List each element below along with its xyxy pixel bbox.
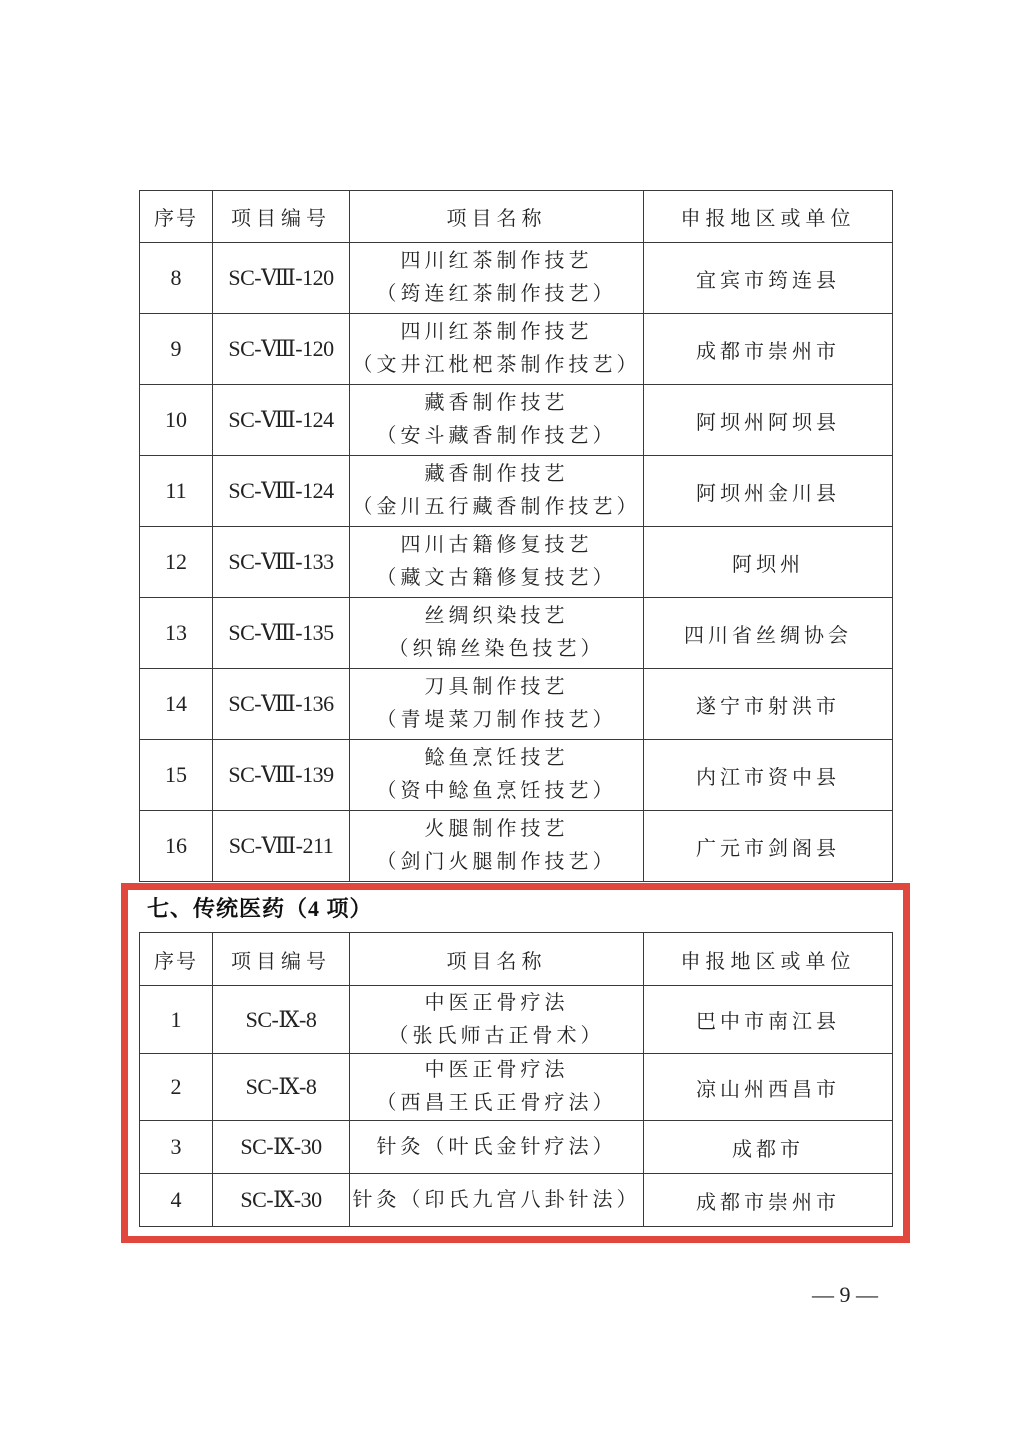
table-row xyxy=(140,1054,893,1121)
table-row xyxy=(140,986,893,1054)
name-sub: （金川五行藏香制作技艺） xyxy=(352,496,641,518)
header-region: 申报地区或单位 xyxy=(644,191,893,243)
name-sub: （张氏师古正骨术） xyxy=(388,1024,605,1047)
header-name: 项目名称 xyxy=(350,191,644,243)
table-row xyxy=(140,740,893,811)
table-row xyxy=(140,385,893,456)
name-sub: （青堤菜刀制作技艺） xyxy=(376,709,617,731)
region-cell: 阿坝州 xyxy=(644,527,893,598)
code-cell: SC-Ⅷ-120 xyxy=(213,314,350,385)
name-main: 四川古籍修复技艺 xyxy=(400,534,593,556)
table-row xyxy=(140,1174,893,1227)
name-main: 刀具制作技艺 xyxy=(424,676,569,698)
table-header-row xyxy=(140,933,893,986)
code-cell: SC-Ⅷ-133 xyxy=(213,527,350,598)
region-cell: 成都市崇州市 xyxy=(644,1174,893,1227)
serial-cell: 10 xyxy=(140,385,213,456)
name-sub: （西昌王氏正骨疗法） xyxy=(376,1092,617,1114)
name-cell xyxy=(350,385,644,456)
name-main: 针灸（印氏九宫八卦针法） xyxy=(352,1188,641,1211)
header-code: 项目编号 xyxy=(213,191,350,243)
code-cell: SC-Ⅷ-211 xyxy=(213,811,350,882)
serial-cell: 9 xyxy=(140,314,213,385)
name-sub: （安斗藏香制作技艺） xyxy=(376,425,617,447)
region-cell: 成都市 xyxy=(644,1121,893,1174)
name-main: 鲶鱼烹饪技艺 xyxy=(424,747,569,769)
name-sub: （资中鲶鱼烹饪技艺） xyxy=(376,780,617,802)
section-title: 七、传统医药（4 项） xyxy=(147,896,373,921)
region-cell: 阿坝州阿坝县 xyxy=(644,385,893,456)
name-sub: （剑门火腿制作技艺） xyxy=(376,851,617,873)
serial-cell: 2 xyxy=(140,1054,213,1121)
name-cell xyxy=(350,669,644,740)
name-cell xyxy=(350,1121,644,1174)
region-cell: 成都市崇州市 xyxy=(644,314,893,385)
serial-cell: 1 xyxy=(140,986,213,1054)
code-cell: SC-Ⅸ-30 xyxy=(213,1174,350,1227)
name-cell xyxy=(350,314,644,385)
table-row xyxy=(140,243,893,314)
name-cell xyxy=(350,456,644,527)
name-main: 中医正骨疗法 xyxy=(424,1059,569,1081)
name-main: 针灸（叶氏金针疗法） xyxy=(376,1135,617,1158)
name-sub: （藏文古籍修复技艺） xyxy=(376,567,617,589)
header-name: 项目名称 xyxy=(350,933,644,986)
name-cell xyxy=(350,811,644,882)
code-cell: SC-Ⅸ-30 xyxy=(213,1121,350,1174)
code-cell: SC-Ⅷ-136 xyxy=(213,669,350,740)
name-main: 丝绸织染技艺 xyxy=(424,605,569,627)
name-main: 藏香制作技艺 xyxy=(424,463,569,485)
code-cell: SC-Ⅷ-139 xyxy=(213,740,350,811)
region-cell: 宜宾市筠连县 xyxy=(644,243,893,314)
page-number: — 9 — xyxy=(812,1282,878,1307)
region-cell: 内江市资中县 xyxy=(644,740,893,811)
serial-cell: 12 xyxy=(140,527,213,598)
name-cell xyxy=(350,740,644,811)
code-cell: SC-Ⅷ-120 xyxy=(213,243,350,314)
region-cell: 四川省丝绸协会 xyxy=(644,598,893,669)
serial-cell: 4 xyxy=(140,1174,213,1227)
name-sub: （文井江枇杷茶制作技艺） xyxy=(352,354,641,376)
name-main: 火腿制作技艺 xyxy=(424,818,569,840)
region-cell: 阿坝州金川县 xyxy=(644,456,893,527)
craft-projects-table xyxy=(139,190,893,882)
name-main: 藏香制作技艺 xyxy=(424,392,569,414)
header-serial: 序号 xyxy=(140,191,213,243)
name-cell xyxy=(350,1054,644,1121)
region-cell: 巴中市南江县 xyxy=(644,986,893,1054)
code-cell: SC-Ⅷ-124 xyxy=(213,456,350,527)
header-serial: 序号 xyxy=(140,933,213,986)
name-cell xyxy=(350,243,644,314)
code-cell: SC-Ⅷ-135 xyxy=(213,598,350,669)
region-cell: 凉山州西昌市 xyxy=(644,1054,893,1121)
traditional-medicine-table xyxy=(139,932,893,1227)
table-row xyxy=(140,811,893,882)
serial-cell: 11 xyxy=(140,456,213,527)
region-cell: 广元市剑阁县 xyxy=(644,811,893,882)
serial-cell: 15 xyxy=(140,740,213,811)
name-cell xyxy=(350,986,644,1054)
serial-cell: 16 xyxy=(140,811,213,882)
header-region: 申报地区或单位 xyxy=(644,933,893,986)
header-code: 项目编号 xyxy=(213,933,350,986)
serial-cell: 8 xyxy=(140,243,213,314)
code-cell: SC-Ⅷ-124 xyxy=(213,385,350,456)
serial-cell: 13 xyxy=(140,598,213,669)
serial-cell: 14 xyxy=(140,669,213,740)
table-row xyxy=(140,456,893,527)
region-cell: 遂宁市射洪市 xyxy=(644,669,893,740)
name-main: 四川红茶制作技艺 xyxy=(400,250,593,272)
name-cell xyxy=(350,1174,644,1227)
table-row xyxy=(140,669,893,740)
table-header-row xyxy=(140,191,893,243)
serial-cell: 3 xyxy=(140,1121,213,1174)
name-sub: （织锦丝染色技艺） xyxy=(388,638,605,660)
name-main: 中医正骨疗法 xyxy=(424,991,569,1014)
table-row xyxy=(140,314,893,385)
code-cell: SC-Ⅸ-8 xyxy=(213,986,350,1054)
table-row xyxy=(140,1121,893,1174)
name-cell xyxy=(350,598,644,669)
name-cell xyxy=(350,527,644,598)
name-main: 四川红茶制作技艺 xyxy=(400,321,593,343)
code-cell: SC-Ⅸ-8 xyxy=(213,1054,350,1121)
name-sub: （筠连红茶制作技艺） xyxy=(376,283,617,305)
table-row xyxy=(140,527,893,598)
table-row xyxy=(140,598,893,669)
